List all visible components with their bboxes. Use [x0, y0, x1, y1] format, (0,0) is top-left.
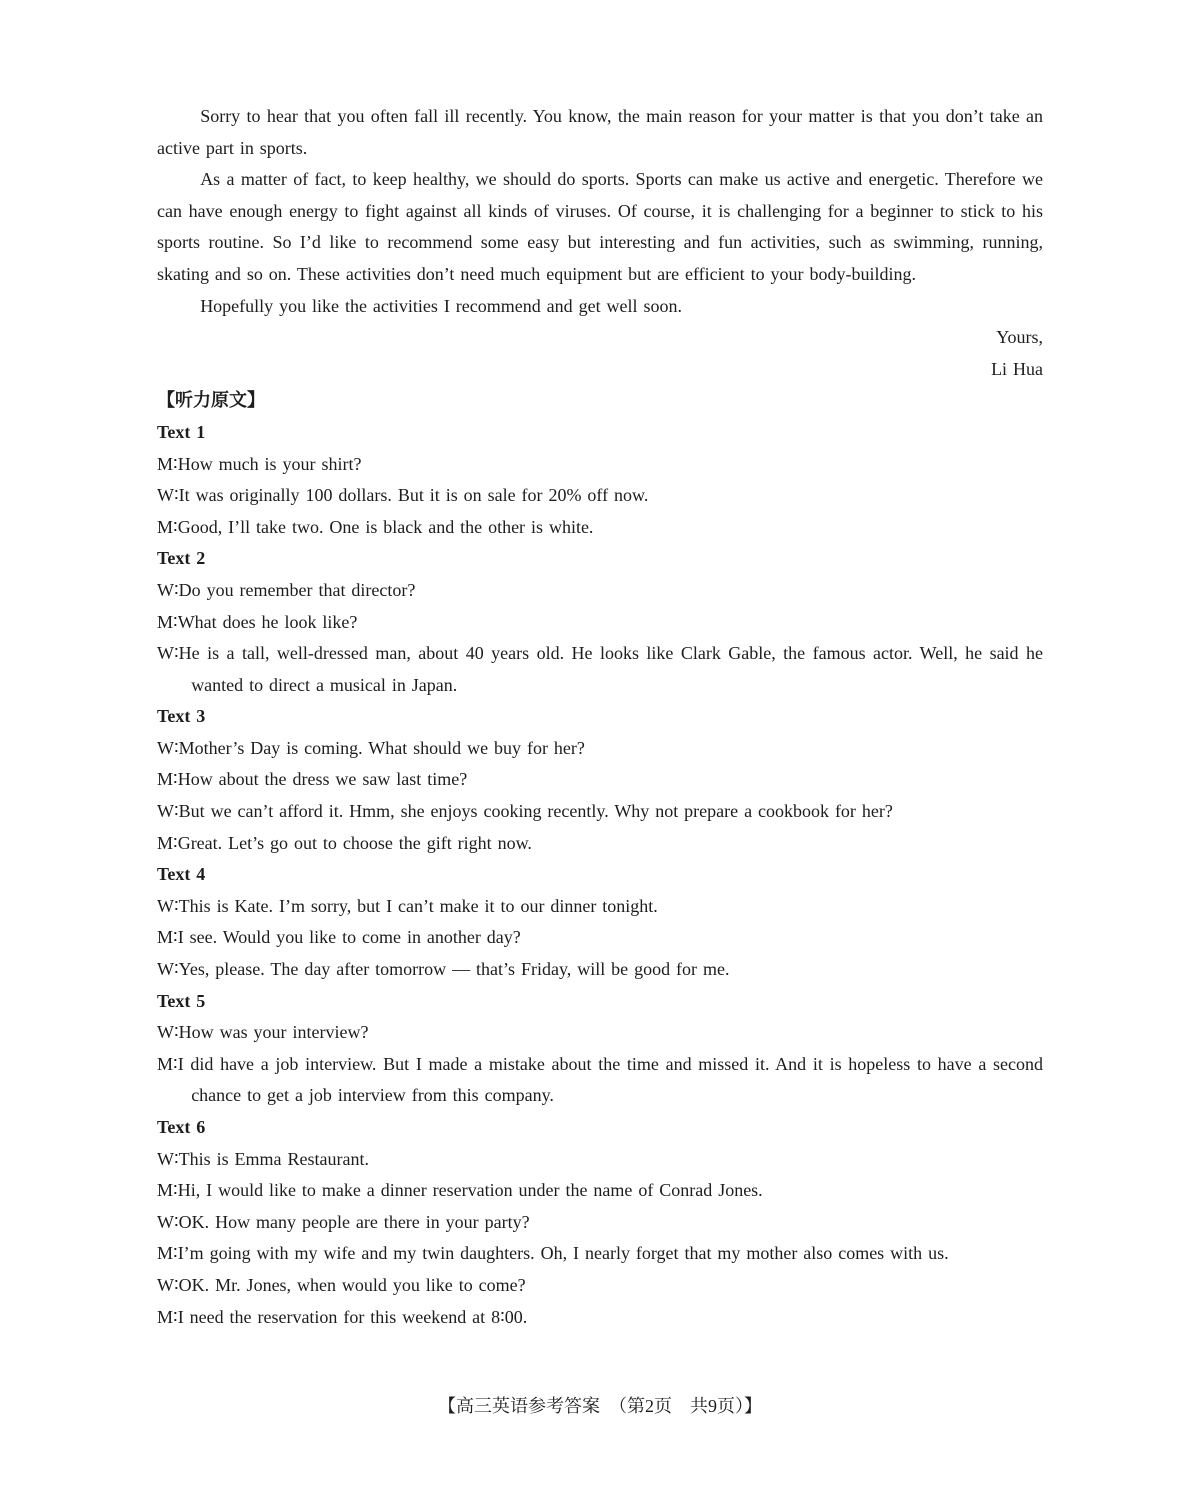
text-title: Text 2 — [157, 548, 206, 569]
dialogue-line: M∶I need the reservation for this weekend at 8∶00. — [157, 1306, 528, 1327]
dialogue-line: W∶He is a tall, well-dressed man, about 40 years old. He looks like Clark Gable, the famous actor. Well, he said he wanted to direct a musical in Japan. — [157, 643, 1043, 695]
dialogue-line: W∶This is Emma Restaurant. — [157, 1148, 369, 1169]
dialogue-line: M∶Great. Let’s go out to choose the gift right now. — [157, 832, 532, 853]
dialogue-line: M∶How about the dress we saw last time? — [157, 769, 468, 790]
transcript-heading: 【听力原文】 — [157, 390, 265, 411]
dialogue-line: W∶Mother’s Day is coming. What should we buy for her? — [157, 737, 585, 758]
text-title: Text 1 — [157, 421, 206, 442]
dialogue-line: M∶I did have a job interview. But I made a mistake about the time and missed it. And it is hopeless to have a second chance to get a job interview from this company. — [157, 1053, 1043, 1106]
text-title: Text 5 — [157, 990, 206, 1011]
text-title: Text 4 — [157, 864, 206, 885]
page-content — [157, 101, 1043, 1333]
dialogue-line: M∶Hi, I would like to make a dinner reservation under the name of Conrad Jones. — [157, 1180, 763, 1201]
letter-signoff: Yours, — [996, 327, 1043, 348]
dialogue-line: M∶What does he look like? — [157, 611, 358, 632]
letter-signature: Li Hua — [991, 358, 1043, 379]
dialogue-line: M∶I’m going with my wife and my twin daughters. Oh, I nearly forget that my mother also comes with us. — [157, 1243, 949, 1264]
letter-paragraph: As a matter of fact, to keep healthy, we should do sports. Sports can make us active and energetic. Therefore we can have enough energy to fight against all kinds of viruses. Of course, it is challenging for a beginner to stick to his sports routine. So I’d like to recommend some easy but interesting and fun activities, such as swimming, running, skating and so on. These activities don’t need much equipment but are efficient to your body-building. — [157, 169, 1043, 284]
dialogue-line: W∶It was originally 100 dollars. But it is on sale for 20% off now. — [157, 485, 649, 506]
dialogue-line: W∶But we can’t afford it. Hmm, she enjoys cooking recently. Why not prepare a cookbook for her? — [157, 801, 893, 822]
dialogue-line: W∶This is Kate. I’m sorry, but I can’t make it to our dinner tonight. — [157, 895, 658, 916]
dialogue-line: M∶Good, I’ll take two. One is black and the other is white. — [157, 516, 594, 537]
transcript-section — [157, 417, 1043, 1333]
letter-section — [157, 101, 1043, 322]
dialogue-line: M∶How much is your shirt? — [157, 453, 362, 474]
dialogue-line: W∶OK. Mr. Jones, when would you like to come? — [157, 1274, 526, 1295]
text-title: Text 6 — [157, 1117, 206, 1137]
dialogue-line: W∶How was your interview? — [157, 1022, 369, 1043]
dialogue-line: W∶OK. How many people are there in your party? — [157, 1211, 530, 1232]
text-title: Text 3 — [157, 706, 206, 727]
letter-paragraph: Sorry to hear that you often fall ill recently. You know, the main reason for your matter is that you don’t take an active part in sports. — [157, 106, 1043, 158]
letter-paragraph: Hopefully you like the activities I recommend and get well soon. — [200, 295, 682, 316]
dialogue-line: W∶Yes, please. The day after tomorrow — that’s Friday, will be good for me. — [157, 959, 730, 980]
dialogue-line: M∶I see. Would you like to come in another day? — [157, 927, 521, 948]
page-footer: 【高三英语参考答案 （第2页 共9页）】 — [438, 1396, 762, 1416]
dialogue-line: W∶Do you remember that director? — [157, 579, 416, 600]
